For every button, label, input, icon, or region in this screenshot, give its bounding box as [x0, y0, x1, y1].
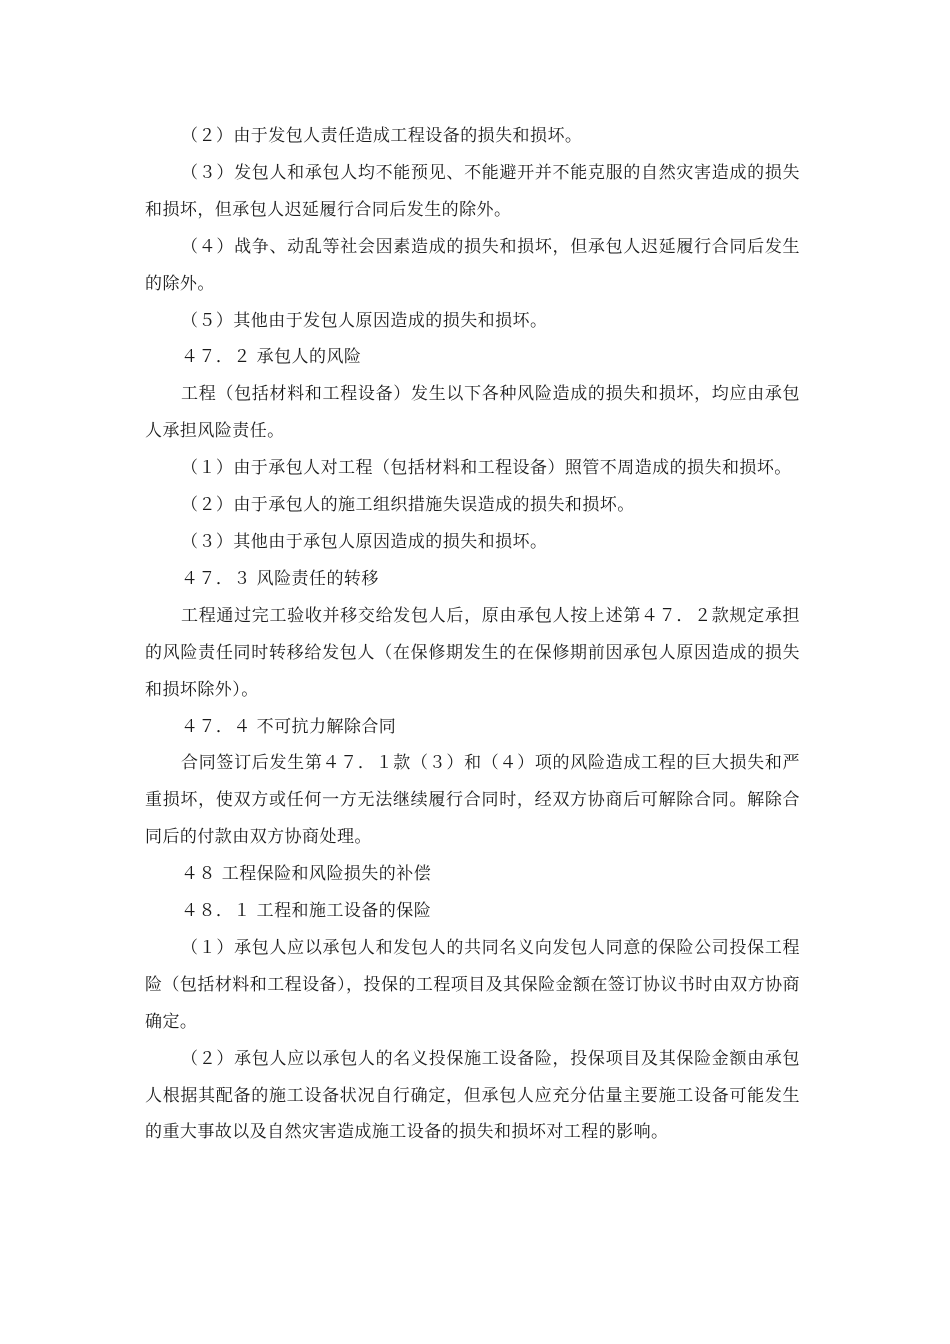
paragraph: （２）由于发包人责任造成工程设备的损失和损坏。	[181, 126, 583, 146]
paragraph: （２）承包人应以承包人的名义投保施工设备险，投保项目及其保险金额由承包人根据其配备的施工设备状况自行确定，但承包人应充分估量主要施工设备可能发生的重大事故以及自然灾害造成施工设备的损失和损坏对工程的影响。	[145, 1048, 800, 1143]
paragraph: 工程通过完工验收并移交给发包人后，原由承包人按上述第４７．２款规定承担的风险责任同时转移给发包人（在保修期发生的在保修期前因承包人原因造成的损失和损坏除外）。	[145, 605, 800, 700]
section-heading: ４７．４ 不可抗力解除合同	[181, 716, 397, 737]
paragraph: （３）其他由于承包人原因造成的损失和损坏。	[181, 531, 548, 552]
section-heading: ４８ 工程保险和风险损失的补偿	[181, 864, 432, 885]
paragraph: 工程（包括材料和工程设备）发生以下各种风险造成的损失和损坏，均应由承包人承担风险责任。	[145, 384, 800, 442]
paragraph: （１）承包人应以承包人和发包人的共同名义向发包人同意的保险公司投保工程险（包括材料和工程设备），投保的工程项目及其保险金额在签订协议书时由双方协商确定。	[145, 937, 800, 1032]
section-heading: ４７．２ 承包人的风险	[181, 347, 362, 368]
document-body	[145, 118, 800, 1151]
section-heading: ４８．１ 工程和施工设备的保险	[181, 901, 432, 922]
paragraph: （４）战争、动乱等社会因素造成的损失和损坏，但承包人迟延履行合同后发生的除外。	[145, 236, 800, 294]
paragraph: （５）其他由于发包人原因造成的损失和损坏。	[181, 310, 548, 331]
paragraph: （１）由于承包人对工程（包括材料和工程设备）照管不周造成的损失和损坏。	[181, 458, 792, 479]
paragraph: （２）由于承包人的施工组织措施失误造成的损失和损坏。	[181, 495, 635, 516]
paragraph: 合同签订后发生第４７．１款（３）和（４）项的风险造成工程的巨大损失和严重损坏，使双方或任何一方无法继续履行合同时，经双方协商后可解除合同。解除合同后的付款由双方协商处理。	[145, 753, 800, 848]
section-heading: ４７．３ 风险责任的转移	[181, 568, 379, 589]
paragraph: （３）发包人和承包人均不能预见、不能避开并不能克服的自然灾害造成的损失和损坏，但承包人迟延履行合同后发生的除外。	[145, 162, 800, 220]
